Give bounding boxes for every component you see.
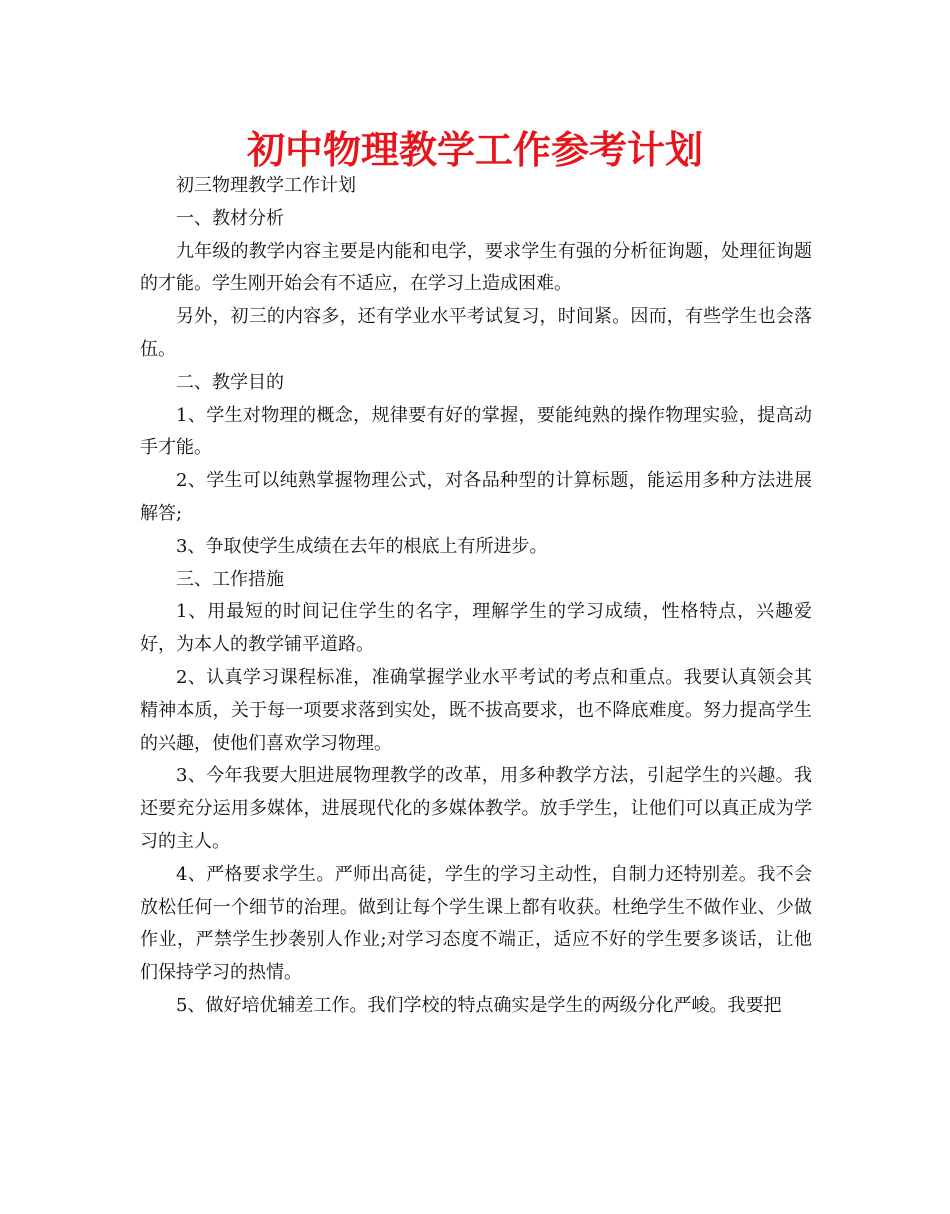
- document-title: 初中物理教学工作参考计划: [246, 128, 703, 172]
- paragraph: 2、认真学习课程标准，准确掌握学业水平考试的考点和重点。我要认真领会其精神本质，关于每一项要求落到实处，既不拔高要求，也不降底难度。努力提高学生的兴趣，使他们喜欢学习物理。: [140, 666, 812, 754]
- section-heading-materials: 一、教材分析: [176, 207, 284, 229]
- paragraph: 3、争取使学生成绩在去年的根底上有所进步。: [176, 535, 548, 557]
- paragraph: 九年级的教学内容主要是内能和电学，要求学生有强的分析征询题，处理征询题的才能。学生刚开始会有不适应，在学习上造成困难。: [140, 240, 812, 295]
- section-heading-measures: 三、工作措施: [176, 568, 284, 590]
- paragraph: 1、学生对物理的概念，规律要有好的掌握，要能纯熟的操作物理实验，提高动手才能。: [140, 404, 812, 459]
- section-heading-goals: 二、教学目的: [176, 371, 284, 393]
- paragraph: 5、做好培优辅差工作。我们学校的特点确实是学生的两级分化严峻。我要把: [176, 994, 782, 1016]
- paragraph: 另外，初三的内容多，还有学业水平考试复习，时间紧。因而，有些学生也会落伍。: [140, 306, 812, 360]
- paragraph: 4、严格要求学生。严师出高徒，学生的学习主动性，自制力还特别差。我不会放松任何一个细节的治理。做到让每个学生课上都有收获。杜绝学生不做作业、少做作业，严禁学生抄袭别人作业;对学习态度不端正，适应不好的学生要多谈话，让他们保持学习的热情。: [140, 863, 812, 984]
- paragraph: 3、今年我要大胆进展物理教学的改革，用多种教学方法，引起学生的兴趣。我还要充分运用多媒体，进展现代化的多媒体教学。放手学生，让他们可以真正成为学习的主人。: [140, 765, 812, 852]
- paragraph: 1、用最短的时间记住学生的名字，理解学生的学习成绩，性格特点，兴趣爱好，为本人的教学铺平道路。: [140, 601, 812, 656]
- document-body: [140, 170, 812, 1023]
- paragraph: 2、学生可以纯熟掌握物理公式，对各品种型的计算标题，能运用多种方法进展解答;: [140, 470, 812, 524]
- paragraph-subtitle: 初三物理教学工作计划: [176, 175, 356, 196]
